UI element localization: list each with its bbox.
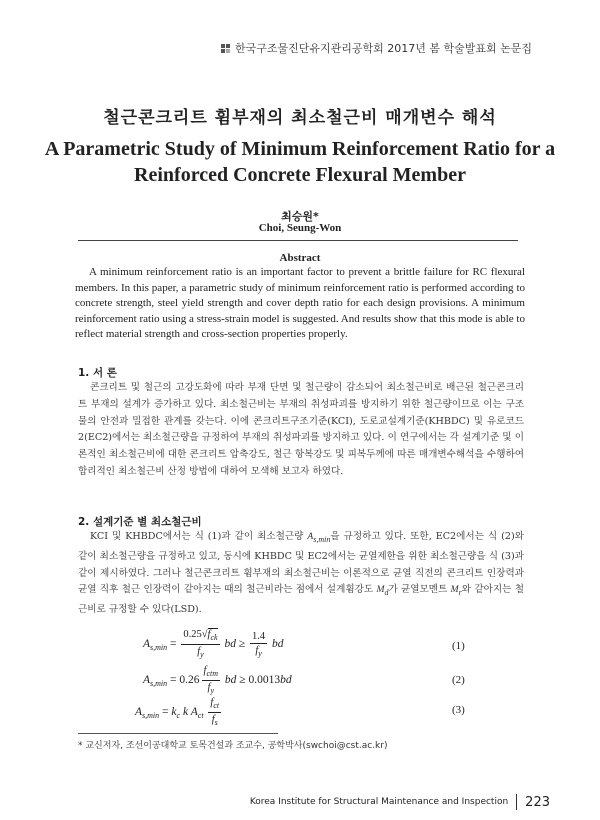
- proceedings-title: 한국구조물진단유지관리공학회 2017년 봄 학술발표회 논문집: [234, 42, 532, 55]
- section2-text: [78, 529, 524, 619]
- sqrt-fck: $f_{ck}$: [207, 629, 218, 642]
- section1-text: 콘크리트 및 철근의 고강도화에 따라 부재 단면 및 철근량이 감소되어 최소철근비로 배근된 철근콘크리트 부재의 설계가 증가하고 있다. 최소철근비는 부재의 취성파괴를 방지하기 위한 철근량이므로 이는 구조물의 안전과 밀접한 관계를 갖는다. 이에 콘크리트구조기준(KCI), 도로교설계기준(KHBDC) 및 유로코드2(EC2)에서는 최소철근량을 규정하여 부재의 취성파괴를 방지하고 있다. 이 연구에서는 각 설계기준 및 이론적인 최소철근비에 대한 콘크리트 압축강도, 철근 항복강도 및 피복두께에 따른 매개변수해석을 수행하여 합리적인 최소철근비 산정 방법에 대하여 모색해 보고자 하였다.: [78, 382, 524, 477]
- equation-3: $A_{s,min} = k_c$ k $A_{ct}$ $\frac{f_{ct}}{f_s}$: [135, 697, 220, 727]
- society-logo-icon: [221, 44, 230, 53]
- var-md-letter: M: [376, 584, 385, 596]
- var-as-min-sub: s,min: [313, 535, 331, 544]
- equation-3-number: (3): [452, 704, 465, 716]
- equation-2: $A_{s,min} = 0.26$ $\frac{f_{ctm}}{f_y}$ bd ≥ 0.0013bd: [143, 665, 292, 695]
- equation-2-number: (2): [452, 674, 465, 686]
- abstract-text: A minimum reinforcement ratio is an important factor to prevent a brittle failure for RC flexural members. In this paper, a parametric study of minimum reinforcement ratio is performed according to concrete strength, steel yield strength and cover depth ratio for each design provisions. A minimum reinforcement ratio using a stress-strain model is suggested. And results show that this mode is able to reflect material strength and cross-section properties properly.: [75, 266, 525, 340]
- footer-divider: [516, 794, 517, 810]
- equation-1: $A_{s,min}$ = $\frac{0.25√f_{ck}}{f_y}$ bd ≥ $\frac{1.4}{f_y}$ bd: [143, 629, 284, 659]
- var-as-min: [307, 531, 330, 542]
- abstract-top-rule: [78, 240, 518, 241]
- var-mr-sub: r: [458, 588, 462, 598]
- var-mr: [450, 584, 462, 598]
- page-footer: [250, 794, 550, 810]
- section2-text-part2: 을 규정하고 있다. 또한, EC2에서는 식 (2)와 같이 최소철근량을 규정하고 있고, 동시에 KHBDC 및 EC2에서는 균열제한을 위한 최소철근량을 식 (3)과 같이 제시하였다. 그러나 철근콘크리트 휨부재의 최소철근비는 이론적으로 균열 직전의 콘크리트 인장력과 균열 직후 철근 인장력이 같아지는 때의 철근비라는 점에서 설계휨강도: [78, 531, 524, 596]
- section2-heading: 2. 설계기준 별 최소철근비: [78, 516, 202, 528]
- section2-text-part1: KCI 및 KHBDC에서는 식 (1)과 같이 최소철근량: [90, 531, 308, 542]
- var-as-min-letter: A: [307, 531, 314, 542]
- section1-heading: 1. 서 론: [78, 367, 117, 379]
- var-md: [376, 584, 389, 598]
- footnote: * 교신저자, 조선이공대학교 토목건설과 조교수, 공학박사(swchoi@cst.ac.kr): [78, 741, 388, 751]
- section2-text-part3: 가 균열모멘트: [388, 584, 451, 596]
- paper-title-english-line2: Reinforced Concrete Flexural Member: [134, 164, 466, 186]
- author-korean: 최승원*: [281, 210, 319, 223]
- page-number: 223: [525, 794, 550, 810]
- equation-1-number: (1): [452, 640, 465, 652]
- var-md-sub: d: [384, 588, 389, 598]
- paper-title-english: [40, 136, 560, 188]
- paper-title-korean: 철근콘크리트 휨부재의 최소철근비 매개변수 해석: [103, 108, 497, 128]
- footer-institution: Korea Institute for Structural Maintenance and Inspection: [249, 797, 509, 807]
- proceedings-header: [221, 40, 532, 56]
- var-mr-letter: M: [450, 584, 459, 596]
- footnote-rule: [78, 733, 278, 734]
- paper-title-english-line1: A Parametric Study of Minimum Reinforcement Ratio for a: [44, 138, 556, 160]
- author-english: Choi, Seung-Won: [258, 222, 342, 234]
- abstract-heading: Abstract: [279, 252, 321, 264]
- section2-text-part4: 와 같아지는 철근비로 규정할 수 있다(LSD).: [78, 584, 524, 616]
